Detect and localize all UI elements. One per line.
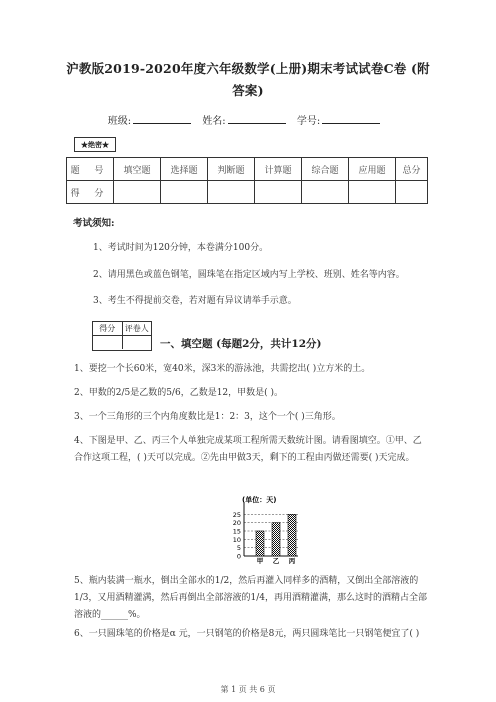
y-tick-label: 20 [232, 519, 241, 528]
bar-chart [226, 494, 302, 564]
notice-item: 2、请用黑色或蓝色钢笔，圆珠笔在指定区域内写上学校、班别、姓名等内容。 [93, 270, 405, 280]
student-info-line [0, 112, 496, 127]
x-category-label: 乙 [272, 557, 280, 564]
confidential-stamp: ★绝密★ [74, 137, 116, 152]
notice-item: 3、考生不得提前交卷，若对题有异议请举手示意。 [93, 296, 297, 306]
page-footer: 第 1 页 共 6 页 [220, 685, 276, 694]
score-header-cell: 填空题 [114, 158, 161, 181]
grader-box [92, 321, 152, 351]
y-tick-label: 15 [232, 527, 241, 536]
score-header-cell: 判断题 [208, 158, 255, 181]
chart-title: (单位：天) [242, 496, 277, 504]
bar [288, 514, 296, 556]
grader-score-cell[interactable] [93, 336, 123, 349]
score-cell[interactable] [302, 181, 349, 204]
y-tick-label: 0 [236, 552, 241, 561]
score-header-cell: 计算题 [255, 158, 302, 181]
name-blank[interactable] [228, 123, 286, 124]
id-blank[interactable] [322, 123, 380, 124]
question-3: 3、一个三角形的三个内角度数比是1：2：3，这个一个( )三角形。 [74, 412, 341, 422]
score-header-cell: 应用题 [349, 158, 396, 181]
question-1: 1、要挖一个长60米，宽40米，深3米的游泳池，共需挖出( )立方米的土。 [74, 364, 371, 374]
grader-reviewer-label: 评卷人 [124, 324, 149, 333]
score-row-label: 得 分 [67, 181, 114, 204]
y-tick-label: 25 [232, 510, 241, 519]
score-cell[interactable] [208, 181, 255, 204]
score-value-row [67, 181, 428, 204]
score-cell[interactable] [396, 181, 428, 204]
score-header-cell: 综合题 [302, 158, 349, 181]
grader-reviewer-cell[interactable] [123, 336, 152, 349]
section-title: 一、填空题 (每题2分，共计12分) [160, 338, 322, 350]
question-4: 4、下图是甲、乙、丙三个人单独完成某项工程所需天数统计图。请看图填空。①甲、乙合作这项工程，( )天可以完成。②先由甲做3天，剩下的工程由丙做还需要( )天完成。 [74, 436, 422, 463]
id-label: 学号: [296, 116, 321, 127]
question-2: 2、甲数的2/5是乙数的5/6，乙数是12，甲数是( )。 [74, 388, 284, 398]
name-label: 姓名: [202, 116, 226, 127]
score-header-cell: 总分 [396, 158, 428, 181]
x-category-label: 甲 [256, 557, 264, 564]
y-tick-label: 5 [236, 544, 241, 553]
class-blank[interactable] [133, 123, 191, 124]
notice-item: 1、考试时间为120分钟，本卷满分100分。 [93, 243, 269, 253]
bar [256, 531, 264, 556]
score-cell[interactable] [114, 181, 161, 204]
notice-heading: 考试须知: [73, 218, 115, 229]
score-header-cell: 选择题 [161, 158, 208, 181]
grader-score-label: 得分 [93, 322, 123, 335]
y-tick-label: 10 [232, 535, 241, 544]
class-label: 班级: [107, 116, 132, 127]
score-cell[interactable] [255, 181, 302, 204]
score-cell[interactable] [349, 181, 396, 204]
score-header-row [67, 158, 428, 181]
question-6: 6、一只圆珠笔的价格是α 元，一只钢笔的价格是8元，两只圆珠笔比一只钢笔便宜了( ) [74, 629, 420, 639]
score-cell[interactable] [161, 181, 208, 204]
score-header-cell: 题 号 [67, 158, 114, 181]
score-table [66, 157, 428, 204]
bar [272, 523, 280, 556]
question-5: 5、瓶内装满一瓶水，倒出全部水的1/2，然后再灌入同样多的酒精，又倒出全部溶液的1/3，又用酒精灌满，然后再倒出全部溶液的1/4，再用酒精灌满，那么这时的酒精占全部溶液的______%。 [74, 576, 427, 620]
x-category-label: 丙 [288, 557, 296, 564]
exam-title: 沪教版2019-2020年度六年级数学(上册)期末考试试卷C卷 (附答案) [66, 61, 430, 98]
